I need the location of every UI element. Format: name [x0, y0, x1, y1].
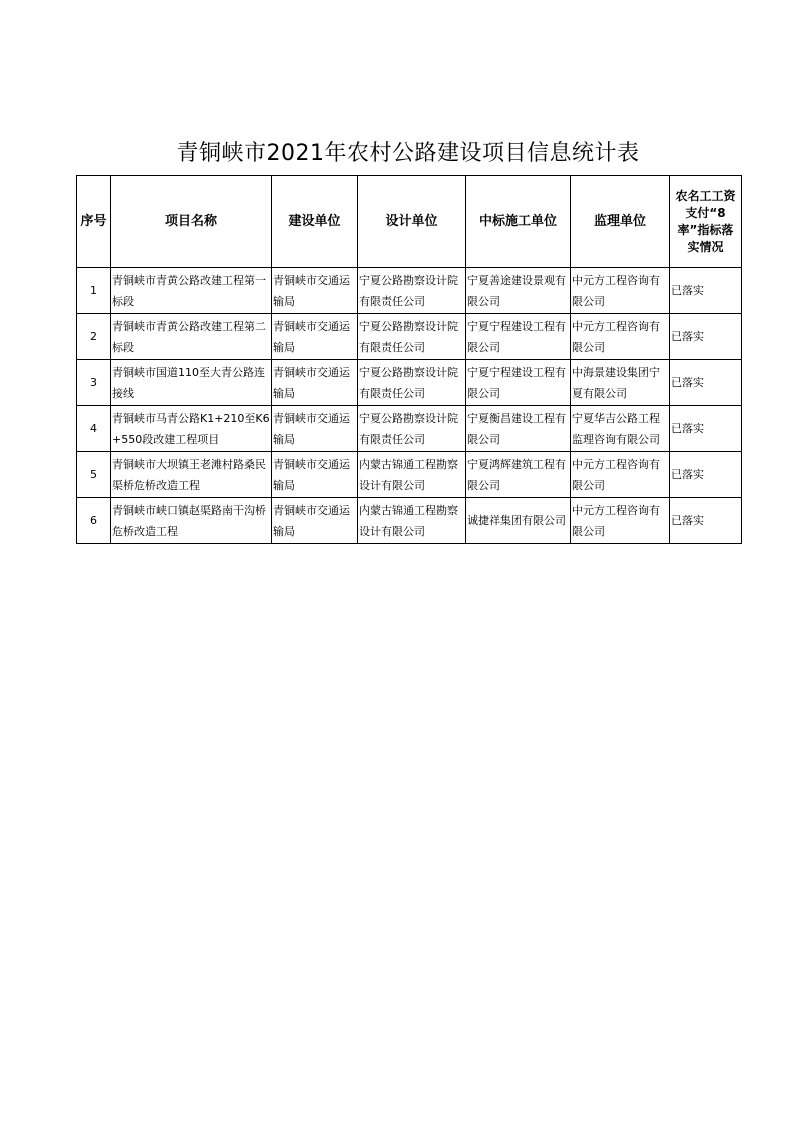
cell-rate-status: 已落实	[670, 268, 742, 314]
cell-supervisor: 中元方工程咨询有限公司	[571, 314, 670, 360]
cell-supervisor: 中海景建设集团宁夏有限公司	[571, 360, 670, 406]
cell-contractor: 宁夏鸿辉建筑工程有限公司	[466, 452, 571, 498]
cell-builder: 青铜峡市交通运输局	[272, 314, 358, 360]
header-no: 序号	[77, 176, 111, 268]
cell-builder: 青铜峡市交通运输局	[272, 498, 358, 544]
cell-no: 1	[77, 268, 111, 314]
cell-contractor: 宁夏宁程建设工程有限公司	[466, 314, 571, 360]
cell-rate-status: 已落实	[670, 452, 742, 498]
cell-builder: 青铜峡市交通运输局	[272, 452, 358, 498]
header-designer: 设计单位	[358, 176, 466, 268]
cell-designer: 宁夏公路勘察设计院有限责任公司	[358, 406, 466, 452]
header-contractor: 中标施工单位	[466, 176, 571, 268]
cell-supervisor: 中元方工程咨询有限公司	[571, 268, 670, 314]
cell-no: 6	[77, 498, 111, 544]
table-row	[77, 498, 742, 544]
cell-no: 4	[77, 406, 111, 452]
project-info-table	[76, 175, 742, 544]
table-row	[77, 406, 742, 452]
header-wage-rate-status: 农名工工资支付“8率”指标落实情况	[670, 176, 742, 268]
header-project-name: 项目名称	[111, 176, 272, 268]
cell-designer: 宁夏公路勘察设计院有限责任公司	[358, 360, 466, 406]
table-row	[77, 268, 742, 314]
cell-contractor: 宁夏衡昌建设工程有限公司	[466, 406, 571, 452]
cell-builder: 青铜峡市交通运输局	[272, 360, 358, 406]
cell-rate-status: 已落实	[670, 360, 742, 406]
cell-designer: 宁夏公路勘察设计院有限责任公司	[358, 314, 466, 360]
cell-no: 5	[77, 452, 111, 498]
cell-contractor: 诚捷祥集团有限公司	[466, 498, 571, 544]
cell-supervisor: 宁夏华吉公路工程监理咨询有限公司	[571, 406, 670, 452]
cell-project-name: 青铜峡市国道110至大青公路连接线	[111, 360, 272, 406]
cell-no: 3	[77, 360, 111, 406]
header-supervisor: 监理单位	[571, 176, 670, 268]
cell-project-name: 青铜峡市青黄公路改建工程第一标段	[111, 268, 272, 314]
cell-builder: 青铜峡市交通运输局	[272, 268, 358, 314]
cell-rate-status: 已落实	[670, 406, 742, 452]
table-row	[77, 452, 742, 498]
cell-rate-status: 已落实	[670, 314, 742, 360]
cell-contractor: 宁夏宁程建设工程有限公司	[466, 360, 571, 406]
cell-designer: 宁夏公路勘察设计院有限责任公司	[358, 268, 466, 314]
cell-supervisor: 中元方工程咨询有限公司	[571, 452, 670, 498]
cell-designer: 内蒙古锦通工程勘察设计有限公司	[358, 452, 466, 498]
cell-builder: 青铜峡市交通运输局	[272, 406, 358, 452]
cell-designer: 内蒙古锦通工程勘察设计有限公司	[358, 498, 466, 544]
cell-project-name: 青铜峡市大坝镇王老滩村路桑民渠桥危桥改造工程	[111, 452, 272, 498]
cell-project-name: 青铜峡市峡口镇赵渠路南干沟桥危桥改造工程	[111, 498, 272, 544]
table-row	[77, 360, 742, 406]
header-builder: 建设单位	[272, 176, 358, 268]
cell-rate-status: 已落实	[670, 498, 742, 544]
cell-no: 2	[77, 314, 111, 360]
page-title: 青铜峡市2021年农村公路建设项目信息统计表	[176, 141, 640, 166]
cell-project-name: 青铜峡市青黄公路改建工程第二标段	[111, 314, 272, 360]
cell-contractor: 宁夏善途建设景观有限公司	[466, 268, 571, 314]
cell-supervisor: 中元方工程咨询有限公司	[571, 498, 670, 544]
table-header-row	[77, 176, 742, 268]
table-row	[77, 314, 742, 360]
cell-project-name: 青铜峡市马青公路K1+210至K6+550段改建工程项目	[111, 406, 272, 452]
